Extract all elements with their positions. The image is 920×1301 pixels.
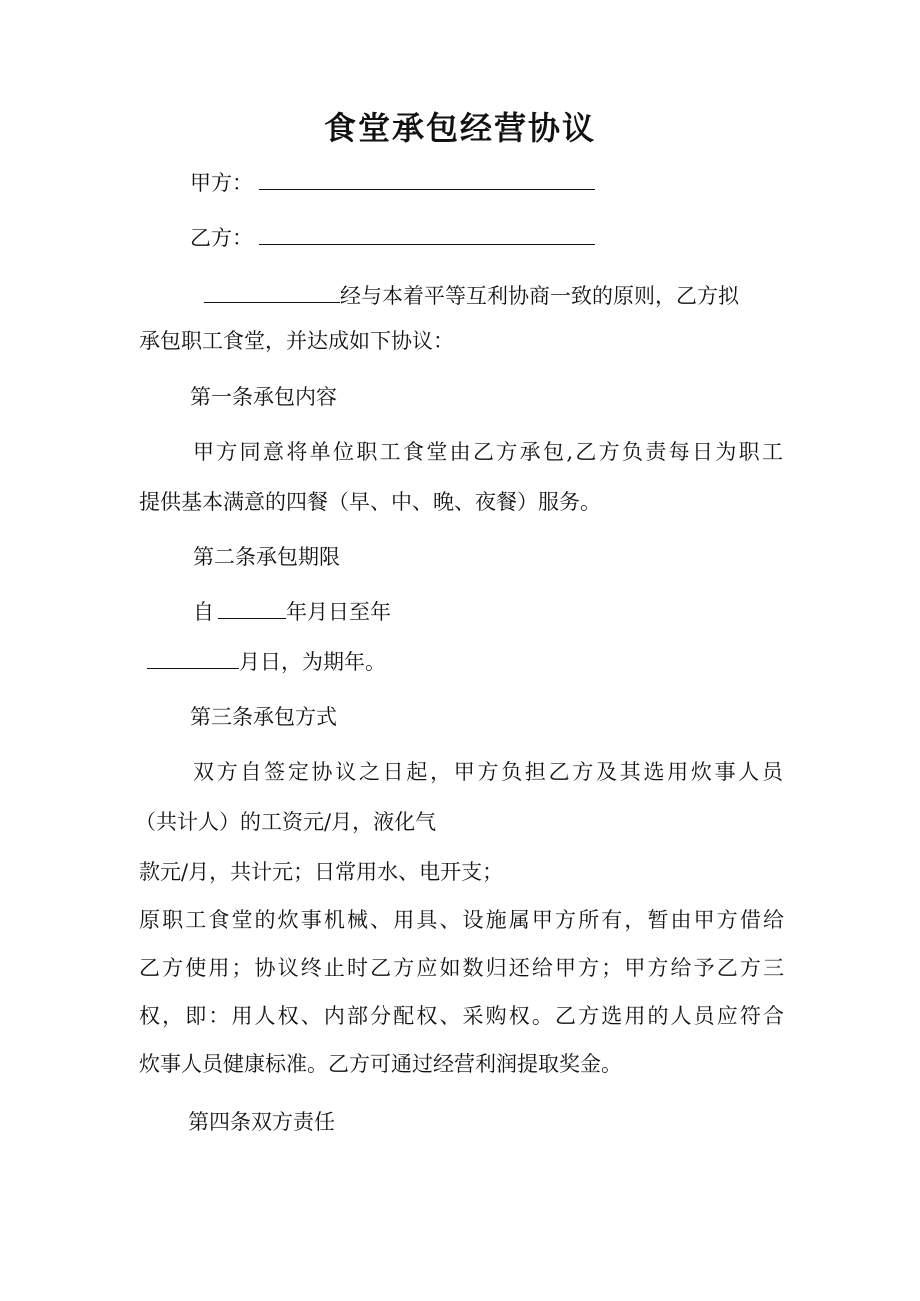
party-b-blank[interactable] (259, 224, 595, 245)
article3-line-1: 双方自签定协议之日起，甲方负担乙方及其选用炊事人员 (193, 760, 783, 784)
article3-line-7: 炊事人员健康标准。乙方可通过经营利润提取奖金。 (139, 1052, 622, 1076)
article2-heading: 第二条承包期限 (193, 545, 340, 569)
intro-line-1 (204, 281, 739, 311)
article1-heading: 第一条承包内容 (190, 385, 337, 409)
article1-line-2: 提供基本满意的四餐（早、中、晚、夜餐）服务。 (139, 490, 601, 514)
article2-line-1 (193, 597, 391, 627)
article2-prefix: 自 (193, 600, 214, 624)
article3-line-3: 款元/月，共计元；日常用水、电开支； (139, 860, 504, 884)
article3-line-2: （共计人）的工资元/月，液化气 (135, 810, 437, 834)
article2-text-2: 月日，为期年。 (239, 650, 386, 674)
start-year-blank[interactable] (218, 598, 286, 619)
article3-line-5: 乙方使用；协议终止时乙方应如数归还给甲方；甲方给予乙方三 (139, 956, 784, 980)
intro-blank[interactable] (204, 282, 340, 303)
end-year-blank[interactable] (147, 648, 239, 669)
party-a-label: 甲方： (190, 171, 253, 195)
party-a-line (190, 168, 595, 198)
article3-heading: 第三条承包方式 (190, 705, 337, 729)
article3-line-4: 原职工食堂的炊事机械、用具、设施属甲方所有，暂由甲方借给 (139, 908, 784, 932)
article2-line-2 (147, 647, 386, 677)
intro-line-2: 承包职工食堂，并达成如下协议： (139, 329, 454, 353)
intro-text-1: 经与本着平等互利协商一致的原则，乙方拟 (340, 284, 739, 308)
article4-heading: 第四条双方责任 (188, 1110, 335, 1134)
document-title: 食堂承包经营协议 (323, 109, 596, 147)
party-b-line (190, 223, 595, 253)
party-b-label: 乙方： (190, 226, 253, 250)
article2-suffix: 年月日至年 (286, 600, 391, 624)
article3-line-6: 权，即：用人权、内部分配权、采购权。乙方选用的人员应符合 (139, 1004, 784, 1028)
party-a-blank[interactable] (259, 169, 595, 190)
article1-line-1: 甲方同意将单位职工食堂由乙方承包,乙方负责每日为职工 (193, 440, 783, 464)
